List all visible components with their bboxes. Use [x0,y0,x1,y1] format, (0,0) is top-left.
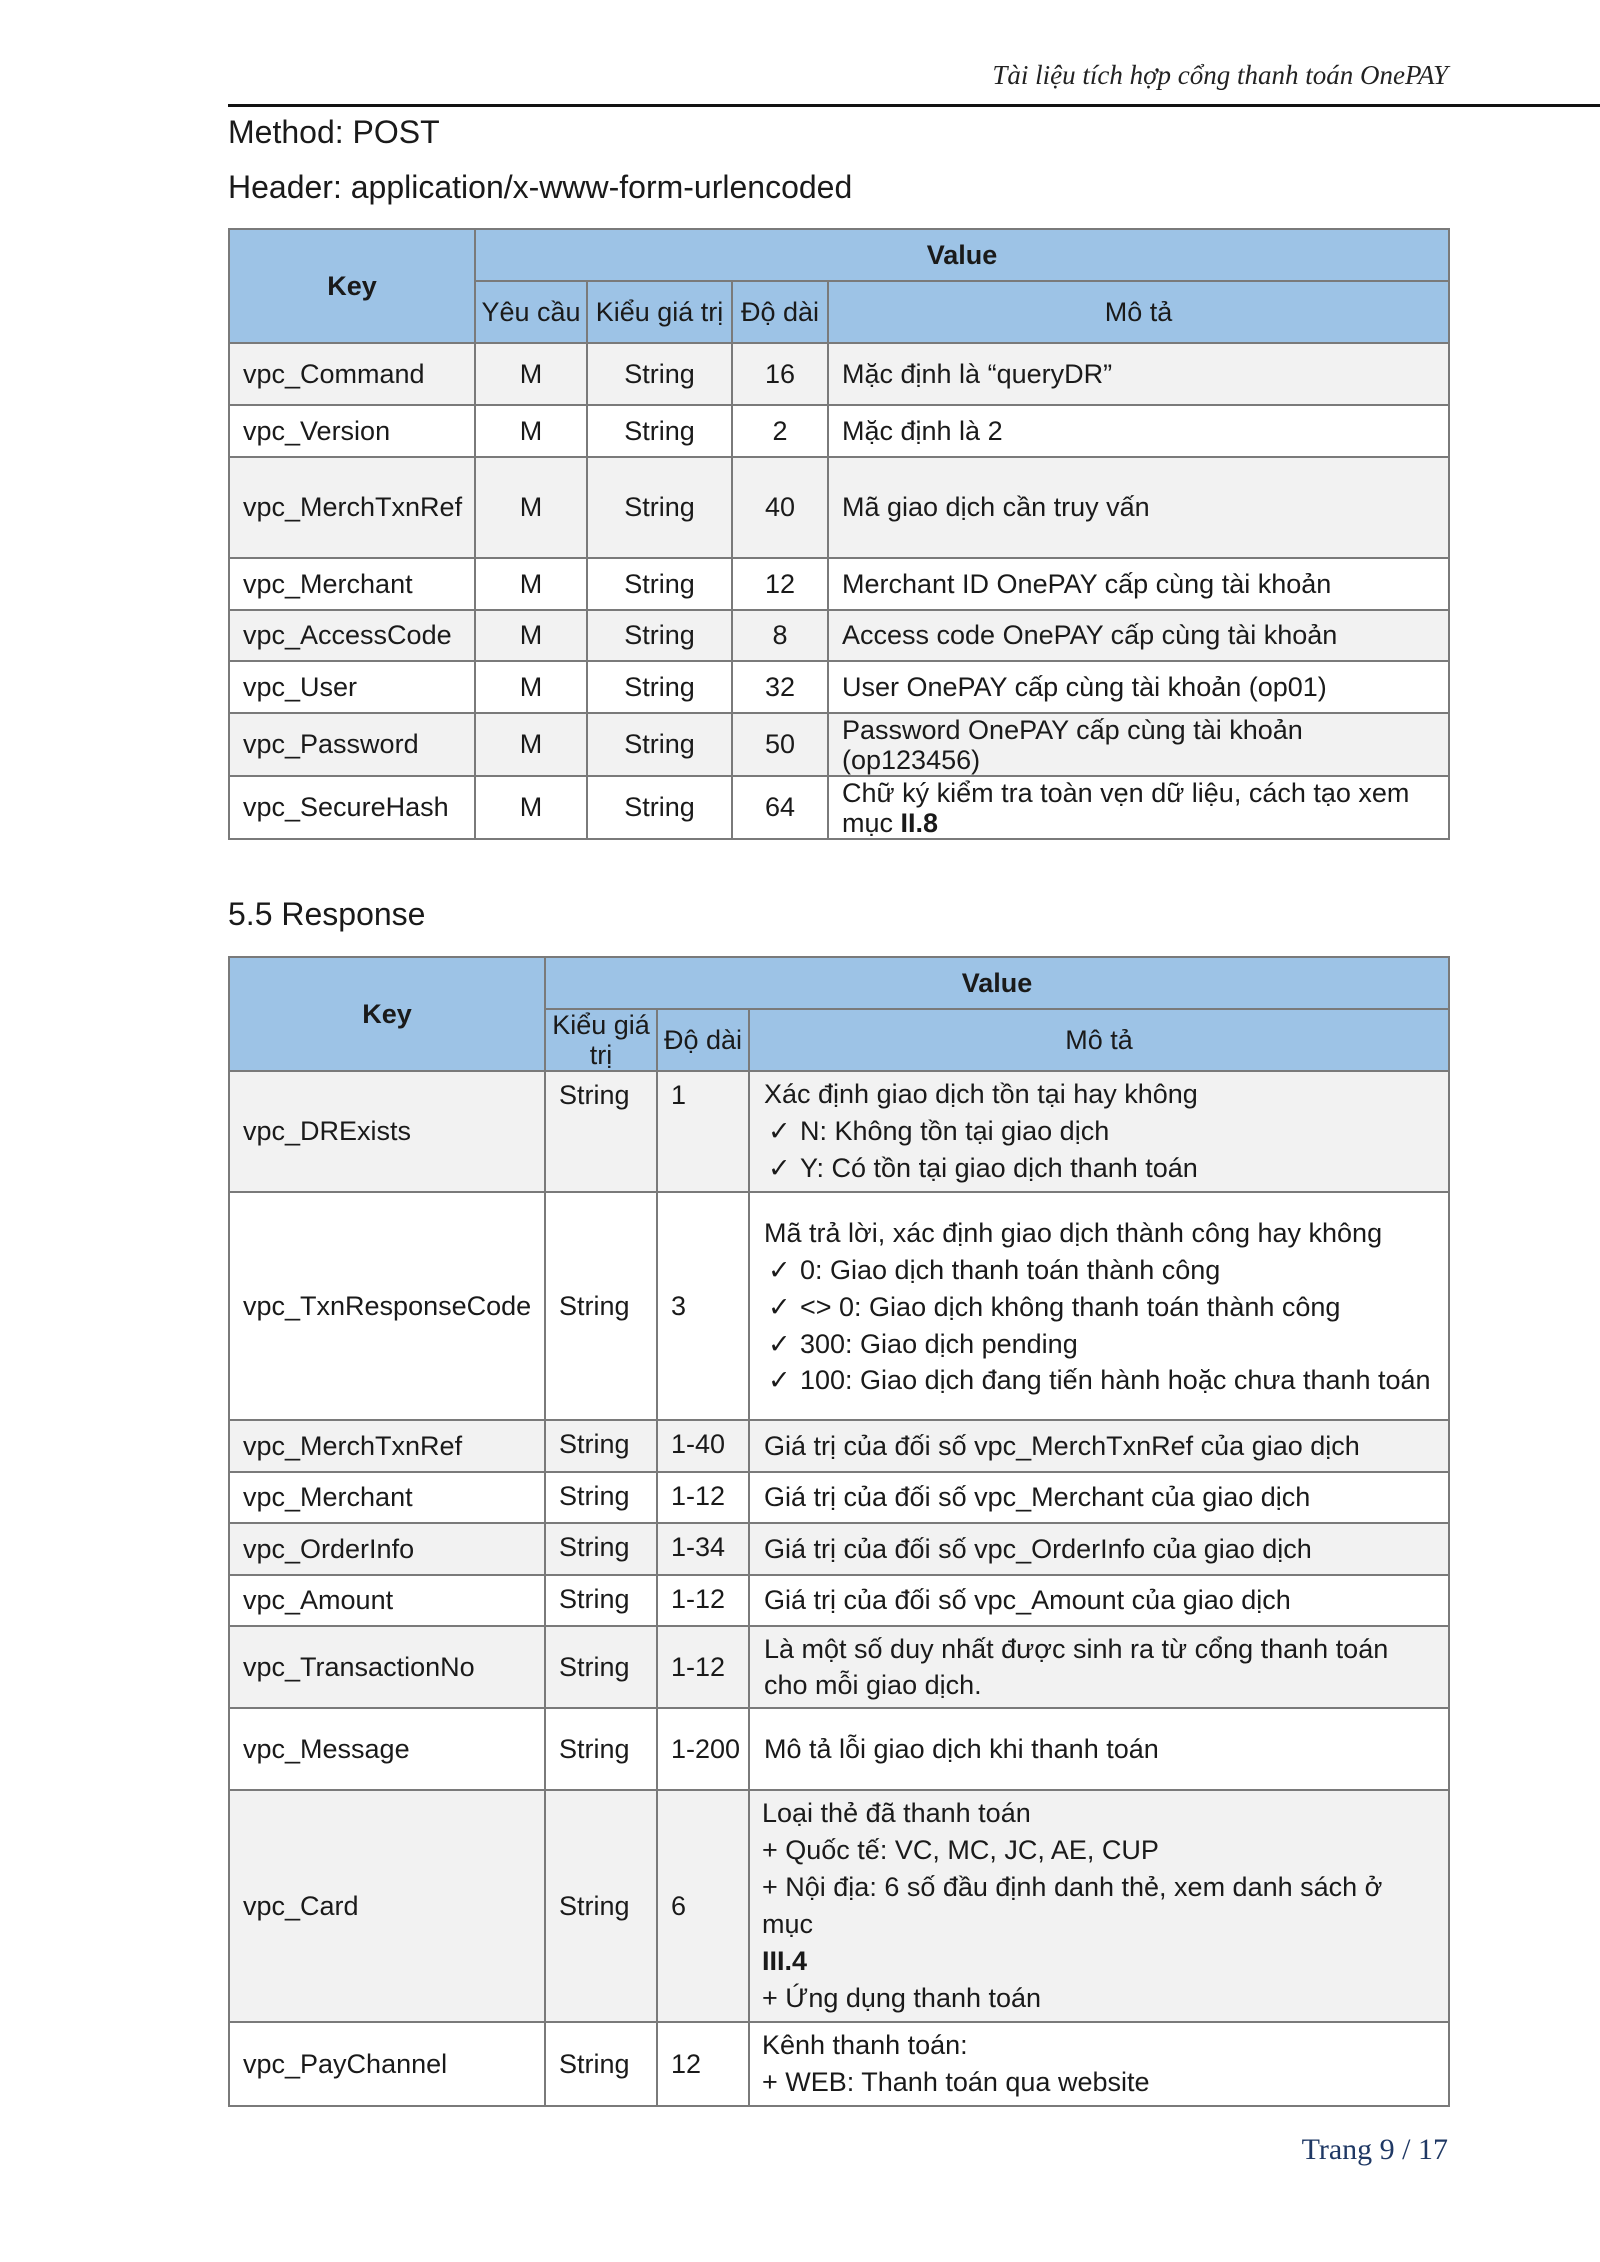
param-description: Giá trị của đối số vpc_MerchTxnRef của giao dịch [749,1420,1449,1472]
table-row [229,1790,1449,2022]
param-length: 2 [732,405,828,457]
param-description: Giá trị của đối số vpc_Amount của giao dịch [749,1575,1449,1626]
param-type: String [545,1708,657,1790]
param-description: Giá trị của đối số vpc_Merchant của giao dịch [749,1472,1449,1523]
param-type: String [545,2022,657,2106]
table-row [229,610,1449,661]
param-length: 12 [732,558,828,610]
table-row [229,1575,1449,1626]
check-icon: ✓ [768,1292,791,1322]
column-header-required: Yêu cầu [475,281,587,343]
param-length: 12 [657,2022,749,2106]
param-length: 1-34 [657,1523,749,1575]
param-type: String [587,343,732,405]
param-description: Chữ ký kiểm tra toàn vẹn dữ liệu, cách tạo xem mục II.8 [828,776,1449,839]
param-key: vpc_Merchant [229,558,475,610]
param-type: String [545,1626,657,1708]
param-type: String [587,661,732,713]
table-row [229,2022,1449,2106]
param-length: 1-12 [657,1472,749,1523]
param-key: vpc_PayChannel [229,2022,545,2106]
param-description: Password OnePAY cấp cùng tài khoản (op123456) [828,713,1449,776]
table-row [229,661,1449,713]
table-row [229,1192,1449,1420]
param-description: Mặc định là 2 [828,405,1449,457]
table-row [229,1472,1449,1523]
param-key: vpc_DRExists [229,1071,545,1192]
param-key: vpc_MerchTxnRef [229,457,475,558]
table-row [229,1626,1449,1708]
param-length: 50 [732,713,828,776]
param-key: vpc_TxnResponseCode [229,1192,545,1420]
param-length: 32 [732,661,828,713]
param-length: 40 [732,457,828,558]
list-item: ✓ 0: Giao dịch thanh toán thành công [764,1252,1436,1289]
param-required: M [475,343,587,405]
request-content-type: Header: application/x-www-form-urlencoded [228,169,853,205]
param-length: 8 [732,610,828,661]
param-description: Loại thẻ đã thanh toán + Quốc tế: VC, MC, JC, AE, CUP + Nội địa: 6 số đầu định danh thẻ, xem danh sách ở mục III.4 + Ứng dụng thanh toán [749,1790,1449,2022]
table-row [229,713,1449,776]
table-row [229,343,1449,405]
param-key: vpc_Password [229,713,475,776]
param-type: String [587,713,732,776]
param-key: vpc_OrderInfo [229,1523,545,1575]
param-type: String [545,1192,657,1420]
column-header-key: Key [229,957,545,1071]
check-icon: ✓ [768,1255,791,1285]
column-header-value: Value [475,229,1449,281]
check-icon: ✓ [768,1116,791,1146]
section-reference: III.4 [762,1946,808,1976]
param-key: vpc_User [229,661,475,713]
param-type: String [545,1523,657,1575]
param-description: Mặc định là “queryDR” [828,343,1449,405]
column-header-type: Kiểu giá trị [587,281,732,343]
param-key: vpc_AccessCode [229,610,475,661]
param-length: 1 [657,1071,749,1192]
param-key: vpc_Command [229,343,475,405]
check-icon: ✓ [768,1153,791,1183]
column-header-type: Kiểu giá trị [545,1009,657,1071]
table-row [229,405,1449,457]
param-type: String [587,610,732,661]
param-description: Mã trả lời, xác định giao dịch thành công hay không ✓ 0: Giao dịch thanh toán thành công ✓ <> 0: Giao dịch không thanh toán thành công ✓ 300: Giao dịch pending ✓ 100: Giao dịch đang tiến hành hoặc chưa thanh toán [749,1192,1449,1420]
param-type: String [545,1071,657,1192]
param-description: Xác định giao dịch tồn tại hay không ✓ N: Không tồn tại giao dịch ✓ Y: Có tồn tại giao dịch thanh toán [749,1071,1449,1192]
param-description: Mã giao dịch cần truy vấn [828,457,1449,558]
param-type: String [545,1575,657,1626]
table-row [229,1420,1449,1472]
param-description: Là một số duy nhất được sinh ra từ cổng thanh toán cho mỗi giao dịch. [749,1626,1449,1708]
param-type: String [587,558,732,610]
section-title: 5.5 Response [228,896,426,932]
param-length: 1-12 [657,1626,749,1708]
table-row [229,1708,1449,1790]
column-header-length: Độ dài [657,1009,749,1071]
column-header-length: Độ dài [732,281,828,343]
param-length: 64 [732,776,828,839]
param-length: 1-40 [657,1420,749,1472]
param-required: M [475,405,587,457]
table-row [229,776,1449,839]
param-description: Giá trị của đối số vpc_OrderInfo của giao dịch [749,1523,1449,1575]
param-description: Kênh thanh toán: + WEB: Thanh toán qua website [749,2022,1449,2106]
param-key: vpc_Merchant [229,1472,545,1523]
page-number: Trang 9 / 17 [1301,2133,1448,2166]
column-header-description: Mô tả [749,1009,1449,1071]
param-description: Access code OnePAY cấp cùng tài khoản [828,610,1449,661]
table-row [229,457,1449,558]
param-key: vpc_SecureHash [229,776,475,839]
param-key: vpc_Card [229,1790,545,2022]
param-key: vpc_Version [229,405,475,457]
param-required: M [475,610,587,661]
param-type: String [587,405,732,457]
table-row [229,1523,1449,1575]
request-parameters-table [228,228,1450,840]
param-type: String [545,1420,657,1472]
list-item: ✓ <> 0: Giao dịch không thanh toán thành công [764,1289,1436,1326]
list-item: ✓ N: Không tồn tại giao dịch [764,1113,1436,1150]
param-type: String [587,776,732,839]
check-icon: ✓ [768,1329,791,1359]
param-description: Merchant ID OnePAY cấp cùng tài khoản [828,558,1449,610]
list-item: ✓ Y: Có tồn tại giao dịch thanh toán [764,1150,1436,1187]
check-icon: ✓ [768,1365,791,1395]
param-length: 16 [732,343,828,405]
response-parameters-table [228,956,1450,2107]
column-header-value: Value [545,957,1449,1009]
table-row [229,558,1449,610]
param-description: Mô tả lỗi giao dịch khi thanh toán [749,1708,1449,1790]
list-item: ✓ 300: Giao dịch pending [764,1326,1436,1363]
param-type: String [545,1472,657,1523]
header-divider [228,104,1600,107]
param-required: M [475,558,587,610]
param-length: 1-12 [657,1575,749,1626]
param-required: M [475,457,587,558]
column-header-key: Key [229,229,475,343]
param-required: M [475,713,587,776]
table-row [229,1071,1449,1192]
param-length: 1-200 [657,1708,749,1790]
param-type: String [545,1790,657,2022]
param-type: String [587,457,732,558]
column-header-description: Mô tả [828,281,1449,343]
param-required: M [475,776,587,839]
param-length: 3 [657,1192,749,1420]
param-length: 6 [657,1790,749,2022]
param-key: vpc_Message [229,1708,545,1790]
param-key: vpc_MerchTxnRef [229,1420,545,1472]
param-description: User OnePAY cấp cùng tài khoản (op01) [828,661,1449,713]
param-key: vpc_Amount [229,1575,545,1626]
request-method: Method: POST [228,114,440,150]
document-header-title: Tài liệu tích hợp cổng thanh toán OnePAY [992,60,1448,90]
section-reference: II.8 [900,807,939,838]
param-required: M [475,661,587,713]
list-item: ✓ 100: Giao dịch đang tiến hành hoặc chưa thanh toán [768,1365,1431,1395]
param-key: vpc_TransactionNo [229,1626,545,1708]
